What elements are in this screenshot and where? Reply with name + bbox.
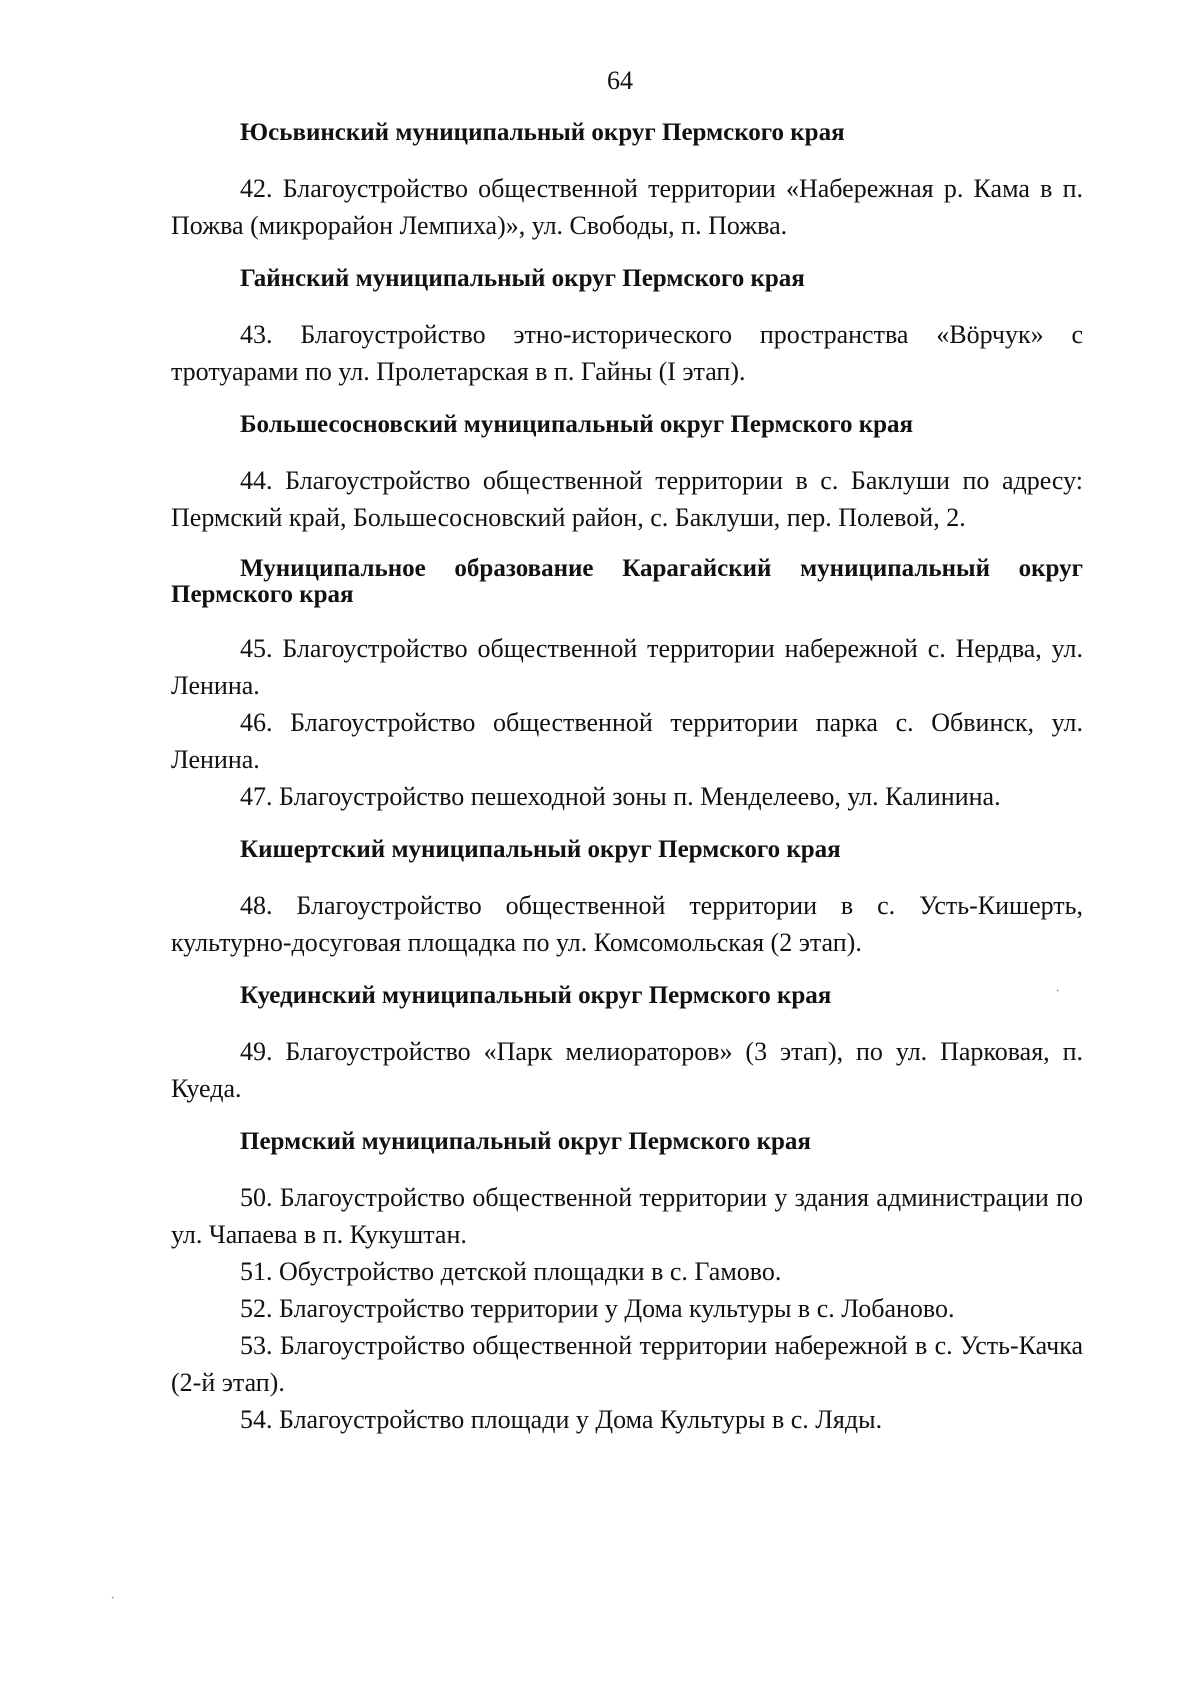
section-heading: Юсьвинский муниципальный округ Пермского края	[240, 119, 845, 146]
list-item: 48. Благоустройство общественной территории в с. Усть-Кишерть, культурно-досуговая площадка по ул. Комсомольская (2 этап).	[171, 891, 1083, 957]
list-item: 45. Благоустройство общественной территории набережной с. Нердва, ул. Ленина.	[171, 634, 1083, 700]
section-heading: Гайнский муниципальный округ Пермского края	[240, 265, 805, 292]
list-item: 46. Благоустройство общественной территории парка с. Обвинск, ул. Ленина.	[171, 708, 1083, 774]
section-yusva	[171, 118, 1083, 244]
scan-speck-mark: ·	[110, 1590, 116, 1607]
section-karagai	[171, 556, 1083, 815]
scan-speck-mark: ·	[1055, 983, 1061, 1000]
section-heading: Муниципальное образование Карагайский муниципальный округ Пермского края	[171, 555, 1083, 608]
section-heading: Пермский муниципальный округ Пермского края	[240, 1128, 811, 1155]
list-item: 44. Благоустройство общественной территории в с. Баклуши по адресу: Пермский край, Большесосновский район, с. Баклуши, пер. Полевой, 2.	[171, 466, 1083, 532]
list-item: 51. Обустройство детской площадки в с. Гамово.	[240, 1257, 782, 1286]
section-heading: Кишертский муниципальный округ Пермского края	[240, 836, 841, 863]
section-bolshaya-sosnova	[171, 410, 1083, 536]
list-item: 54. Благоустройство площади у Дома Культуры в с. Ляды.	[240, 1405, 883, 1434]
page-number: 64	[607, 66, 633, 95]
document-body	[171, 118, 1083, 1438]
list-item: 49. Благоустройство «Парк мелиораторов» (3 этап), по ул. Парковая, п. Куеда.	[171, 1037, 1083, 1103]
list-item: 50. Благоустройство общественной территории у здания администрации по ул. Чапаева в п. Кукуштан.	[171, 1183, 1083, 1249]
section-kisherť	[171, 835, 1083, 961]
list-item: 47. Благоустройство пешеходной зоны п. Менделеево, ул. Калинина.	[240, 782, 1001, 811]
section-heading: Куединский муниципальный округ Пермского края	[240, 982, 832, 1009]
section-kueda	[171, 981, 1083, 1107]
section-gainy	[171, 264, 1083, 390]
list-item: 52. Благоустройство территории у Дома культуры в с. Лобаново.	[240, 1294, 955, 1323]
section-heading: Большесосновский муниципальный округ Пермского края	[240, 411, 914, 438]
list-item: 53. Благоустройство общественной территории набережной в с. Усть-Качка (2-й этап).	[171, 1331, 1083, 1397]
list-item: 42. Благоустройство общественной территории «Набережная р. Кама в п. Пожва (микрорайон Лемпиха)», ул. Свободы, п. Пожва.	[171, 174, 1083, 240]
list-item: 43. Благоустройство этно-исторического пространства «Вӧрчук» с тротуарами по ул. Пролетарская в п. Гайны (I этап).	[171, 320, 1083, 386]
section-perm	[171, 1127, 1083, 1438]
